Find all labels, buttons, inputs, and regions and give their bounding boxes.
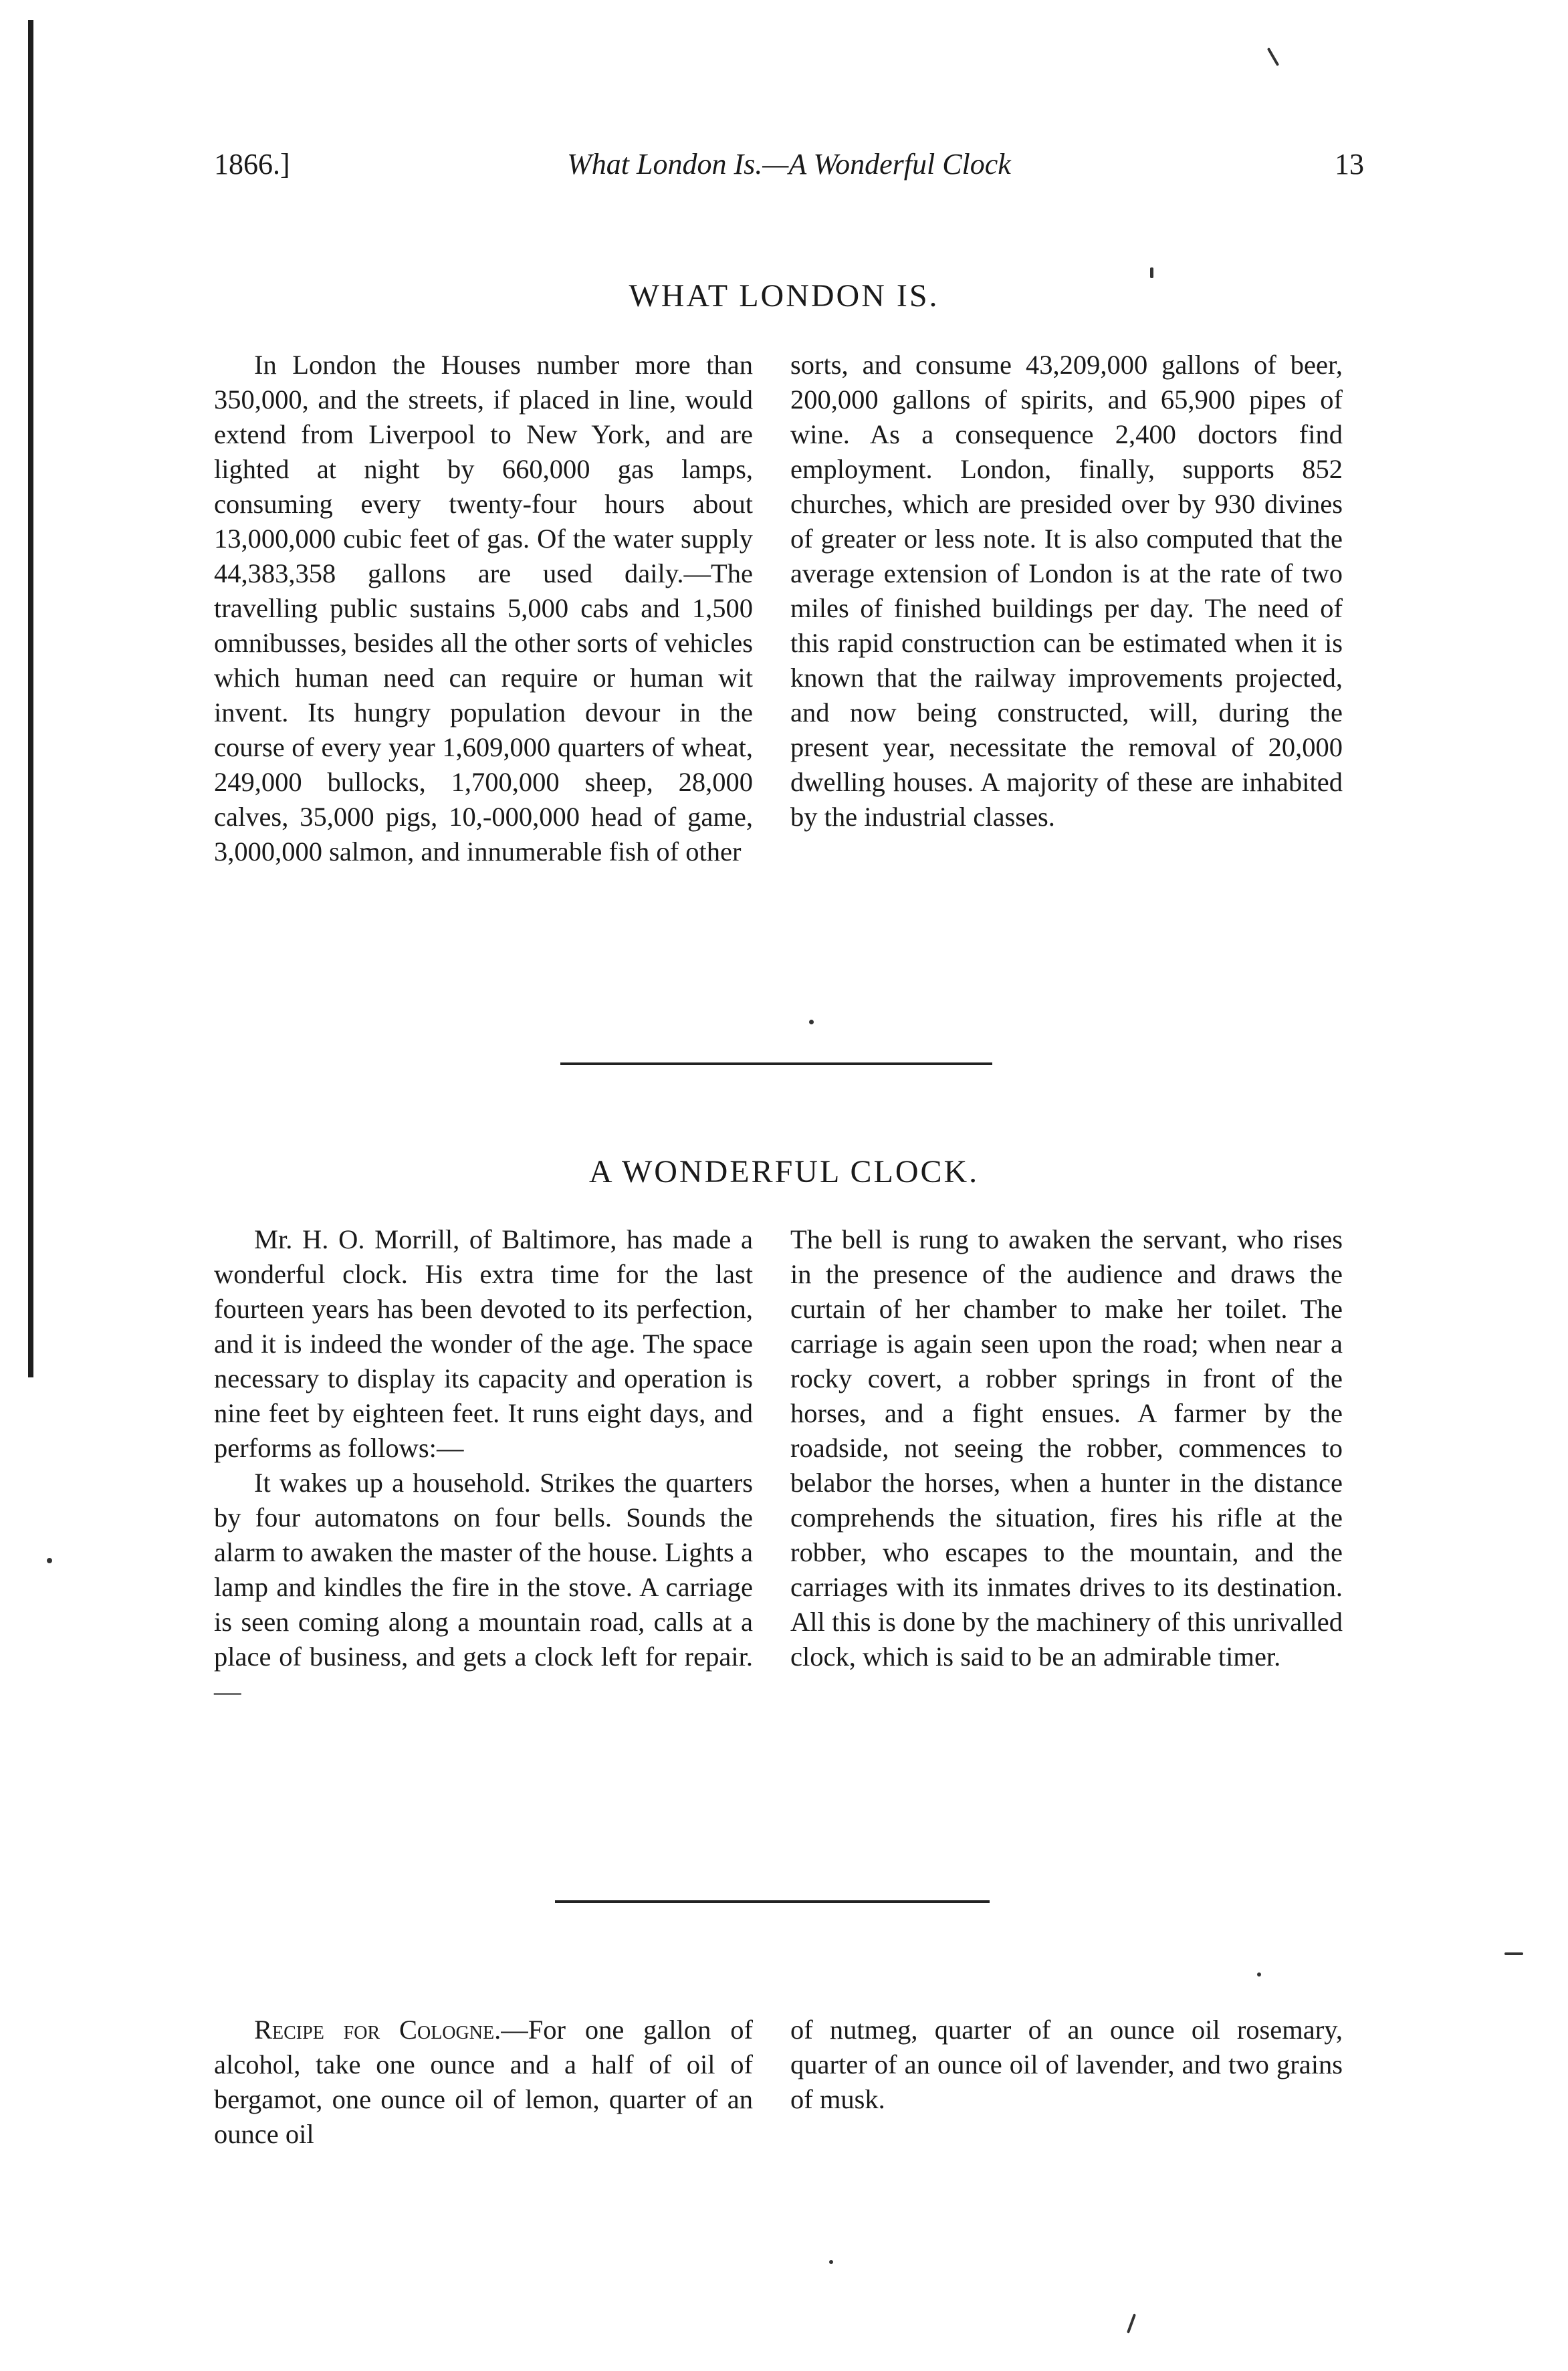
scan-speck [1257,1972,1261,1977]
london-paragraph-left: In London the Houses number more than 350,000, and the streets, if placed in line, would extend from Liverpool to New York, and are lighted at night by 660,000 gas lamps, consuming every twenty-four hours about 13,000,000 cubic feet of gas. Of the water supply 44,383,358 gallons are used daily.—The travelling public sustains 5,000 cabs and 1,500 omnibusses, besides all the other sorts of vehicles which human need can require or human wit invent. Its hungry population devour in the course of every year 1,609,000 quarters of wheat, 249,000 bullocks, 1,700,000 sheep, 28,000 calves, 35,000 pigs, 10,-000,000 head of game, 3,000,000 salmon, and innumerable fish of other [214,350,753,867]
scan-speck [1127,2313,1136,2334]
scan-speck [1267,47,1279,66]
cologne-column-left [214,2013,753,2152]
london-paragraph-right: sorts, and consume 43,209,000 gallons of beer, 200,000 gallons of spirits, and 65,900 pipes of wine. As a consequence 2,400 doctors find employment. London, finally, supports 852 churches, which are presided over by 930 divines of greater or less note. It is also computed that the average extension of London is at the rate of two miles of finished buildings per day. The need of this rapid construction can be estimated when it is known that the railway improvements projected, and now being constructed, will, during the present year, necessitate the removal of 20,000 dwelling houses. A majority of these are inhabited by the industrial classes. [790,350,1343,832]
cologne-column-right [790,2013,1343,2117]
section-divider-2 [555,1900,990,1903]
cologne-paragraph-right: of nutmeg, quarter of an ounce oil rosemary, quarter of an ounce oil of lavender, and two grains of musk. [790,2015,1343,2114]
clock-paragraph-2: It wakes up a household. Strikes the quarters by four automatons on four bells. Sounds the alarm to awaken the master of the house. Lights a lamp and kindles the fire in the stove. A carriage is seen coming along a mountain road, calls at a place of business, and gets a clock left for repair.— [214,1468,753,1706]
scan-speck [47,1558,52,1563]
header-year: 1866.] [214,148,290,181]
clock-paragraph-1: Mr. H. O. Morrill, of Baltimore, has made a wonderful clock. His extra time for the last fourteen years has been devoted to its perfection, and it is indeed the wonder of the age. The space necessary to display its capacity and operation is nine feet by eighteen feet. It runs eight days, and performs as follows:— [214,1224,753,1463]
scan-speck [1504,1952,1523,1955]
clock-paragraph-right: The bell is rung to awaken the servant, who rises in the presence of the audience and draws the curtain of her chamber to make her toilet. The carriage is again seen upon the road; when near a rocky covert, a robber springs in front of the horses, and a fight ensues. A farmer by the roadside, not seeing the robber, commences to belabor the horses, when a hunter in the distance comprehends the situation, fires his rifle at the robber, who escapes to the mountain, and the carriages with its inmates drives to its destination. All this is done by the machinery of this unrivalled clock, which is said to be an admirable timer. [790,1224,1343,1672]
london-column-left [214,348,753,869]
scan-speck [829,2260,833,2264]
scan-speck [809,1020,814,1024]
cologne-lead: Recipe for Cologne. [254,2015,501,2045]
running-header [214,147,1364,187]
clock-column-right [790,1222,1343,1674]
article-title-clock: A WONDERFUL CLOCK. [588,1154,980,1190]
page-number: 13 [1335,148,1364,181]
cologne-paragraph-left [214,2013,753,2152]
cologne-text-left: —For one gallon of alcohol, take one ounce and a half of oil of bergamot, one ounce oil of lemon, quarter of an ounce oil [214,2015,753,2149]
header-running-title: What London Is.—A Wonderful Clock [567,148,1011,181]
article-title-london: WHAT LONDON IS. [629,278,939,314]
london-column-right [790,348,1343,834]
section-divider-1 [560,1062,992,1065]
clock-column-left [214,1222,753,1709]
scan-speck [1150,267,1153,278]
